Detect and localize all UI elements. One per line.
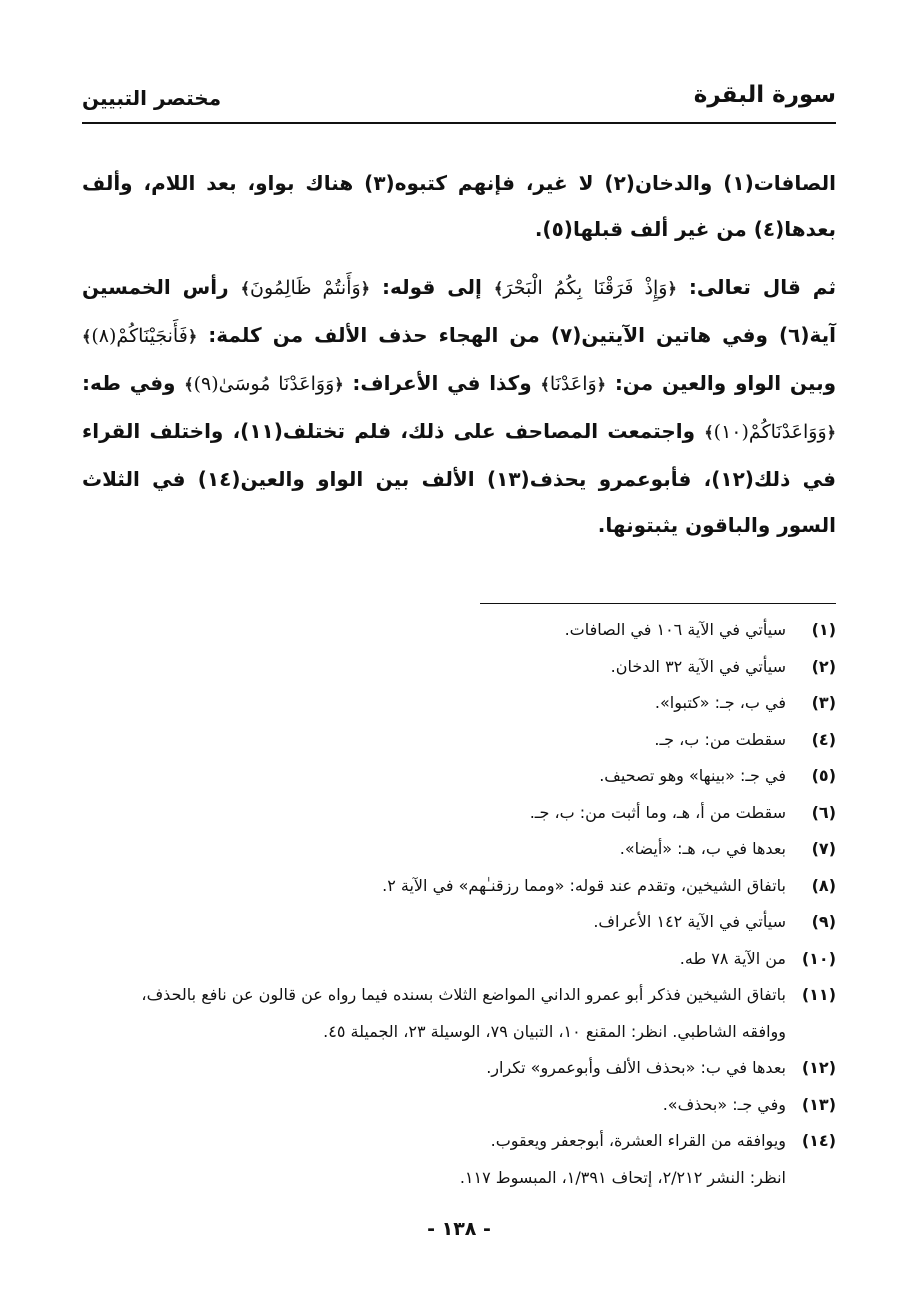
footnote-number: (٢): [811, 656, 836, 676]
footnote-continuation: انظر: النشر ٢/٢١٢، إتحاف ١/٣٩١، المبسوط ١١٧.: [459, 1167, 786, 1187]
book-title: مختصر التبيين: [82, 86, 222, 110]
footnote-text: في ب، جـ: «كتبوا».: [654, 693, 786, 712]
ornament-open-icon: ﴿: [826, 423, 837, 442]
paragraph-1: [82, 160, 836, 252]
footnote-item: [82, 1050, 836, 1087]
footnote-text: بعدها في ب: «بحذف الألف وأبوعمرو» تكرار.: [486, 1058, 786, 1077]
footnote-text: بعدها في ب، هـ: «أيضا».: [619, 839, 786, 858]
ornament-close-icon: ﴾: [184, 375, 194, 394]
footnote-text: سيأتي في الآية ١٤٢ الأعراف.: [593, 912, 786, 931]
text-segment: رأس الخمسين آية(٦) وفي هاتين الآيتين(٧) من الهجاء حذف الألف من كلمة:: [82, 275, 836, 347]
footnote-text: سقطت من: ب، جـ.: [654, 729, 786, 749]
text-segment: وفي طه:: [82, 371, 176, 395]
footnote-item: [82, 1087, 836, 1124]
footnote-number: (٧): [811, 839, 836, 858]
quran-quote: وَاعَدْنَا: [549, 373, 597, 395]
footnote-number: (١٣): [801, 1094, 836, 1114]
footnote-number: (٦): [811, 802, 836, 822]
ornament-close-icon: ﴾: [82, 327, 92, 346]
footnote-text: وفي جـ: «بحذف».: [662, 1094, 786, 1114]
footnote-text: ويوافقه من القراء العشرة، أبوجعفر ويعقوب.: [490, 1131, 786, 1150]
paragraph-1-line-1: الصافات(١) والدخان(٢) لا غير، فإنهم كتبوه(٣) هناك بواو، بعد اللام، وألف بعدها(٤): [82, 171, 836, 241]
footnote-item: [82, 685, 836, 722]
ornament-close-icon: ﴾: [493, 279, 504, 298]
footnote-number: (٥): [811, 766, 836, 785]
footnote-item: [82, 649, 836, 686]
footnote-number: (٩): [811, 912, 836, 931]
footnote-item: [82, 977, 836, 1014]
footnote-item: [82, 1123, 836, 1160]
text-segment: إلى قوله:: [382, 275, 482, 299]
footnote-text: سيأتي في الآية ٣٢ الدخان.: [610, 656, 786, 676]
quran-quote: فَأَنجَيْنَاكُمْ(٨): [91, 325, 188, 347]
footnote-item: [82, 941, 836, 978]
footnote-item: [82, 904, 836, 941]
footnote-item: [82, 868, 836, 905]
ornament-open-icon: ﴿: [360, 279, 371, 298]
footnote-text: سيأتي في الآية ١٠٦ في الصافات.: [564, 620, 786, 639]
footnote-item: [82, 722, 836, 759]
footnote-number: (٣): [811, 693, 836, 712]
page-number: - ١٣٨ -: [427, 1218, 491, 1240]
footnote-item: [82, 831, 836, 868]
quran-quote: وَوَاعَدْنَا مُوسَىٰ(٩): [193, 373, 335, 395]
quran-quote: وَوَاعَدْنَاكُمْ(١٠): [713, 421, 827, 443]
footnote-number: (١٤): [801, 1131, 836, 1150]
ornament-close-icon: ﴾: [704, 423, 714, 442]
footnote-number: (٤): [811, 729, 836, 749]
footnote-number: (١): [811, 620, 836, 639]
quran-quote: وَأَنتُمْ ظَالِمُونَ: [250, 277, 361, 299]
quran-quote: وَإِذْ فَرَقْنَا بِكُمُ الْبَحْرَ: [503, 277, 668, 299]
ornament-open-icon: ﴿: [187, 327, 198, 346]
footnote-number: (٨): [811, 875, 836, 895]
footnote-separator: [480, 603, 836, 604]
footnote-number: (١١): [801, 985, 836, 1004]
main-text: [82, 160, 836, 548]
footnote-item: [82, 795, 836, 832]
text-segment: وكذا في الأعراف:: [352, 371, 532, 395]
surah-title: سورة البقرة: [693, 82, 836, 108]
ornament-close-icon: ﴾: [540, 375, 550, 394]
footnote-item: [82, 758, 836, 795]
footnote-text: باتفاق الشيخين، وتقدم عند قوله: «ومما رزقنـٰهم» في الآية ٢.: [382, 875, 786, 895]
footnote-number: (١٠): [801, 948, 836, 968]
footnote-text: في جـ: «بينها» وهو تصحيف.: [599, 766, 786, 785]
ornament-close-icon: ﴾: [240, 279, 251, 298]
header-rule: [82, 122, 836, 124]
footnote-number: (١٢): [801, 1058, 836, 1077]
text-segment: واجتمعت المصاحف على ذلك، فلم تختلف(١١)، واختلف القراء في ذلك(١٢)، فأبوعمرو يحذف(١٣) الألف بين الواو والعين(١٤) في الثلاث السور والباقون يثبتونها.: [82, 419, 836, 537]
footnote-text: سقطت من أ، هـ، وما أثبت من: ب، جـ.: [529, 802, 786, 822]
footnote-text: من الآية ٧٨ طه.: [679, 948, 786, 968]
ornament-open-icon: ﴿: [596, 375, 607, 394]
footnotes: [82, 612, 836, 1196]
paragraph-2: [82, 264, 836, 548]
page-header: [82, 78, 836, 118]
ornament-open-icon: ﴿: [334, 375, 344, 394]
text-segment: ثم قال تعالى:: [688, 275, 836, 299]
footnote-continuation: ووافقه الشاطبي. انظر: المقنع ١٠، التبيان ٧٩، الوسيلة ٢٣، الجميلة ٤٥.: [323, 1021, 786, 1041]
footnote-item: [82, 612, 836, 649]
ornament-open-icon: ﴿: [667, 279, 677, 298]
paragraph-1-line-2: من غير ألف قبلها(٥).: [534, 217, 747, 241]
text-segment: وبين الواو والعين من:: [614, 371, 837, 395]
footnote-text: باتفاق الشيخين فذكر أبو عمرو الداني المواضع الثلاث بسنده فيما رواه عن قالون عن نافع بالحذف،: [141, 985, 786, 1004]
